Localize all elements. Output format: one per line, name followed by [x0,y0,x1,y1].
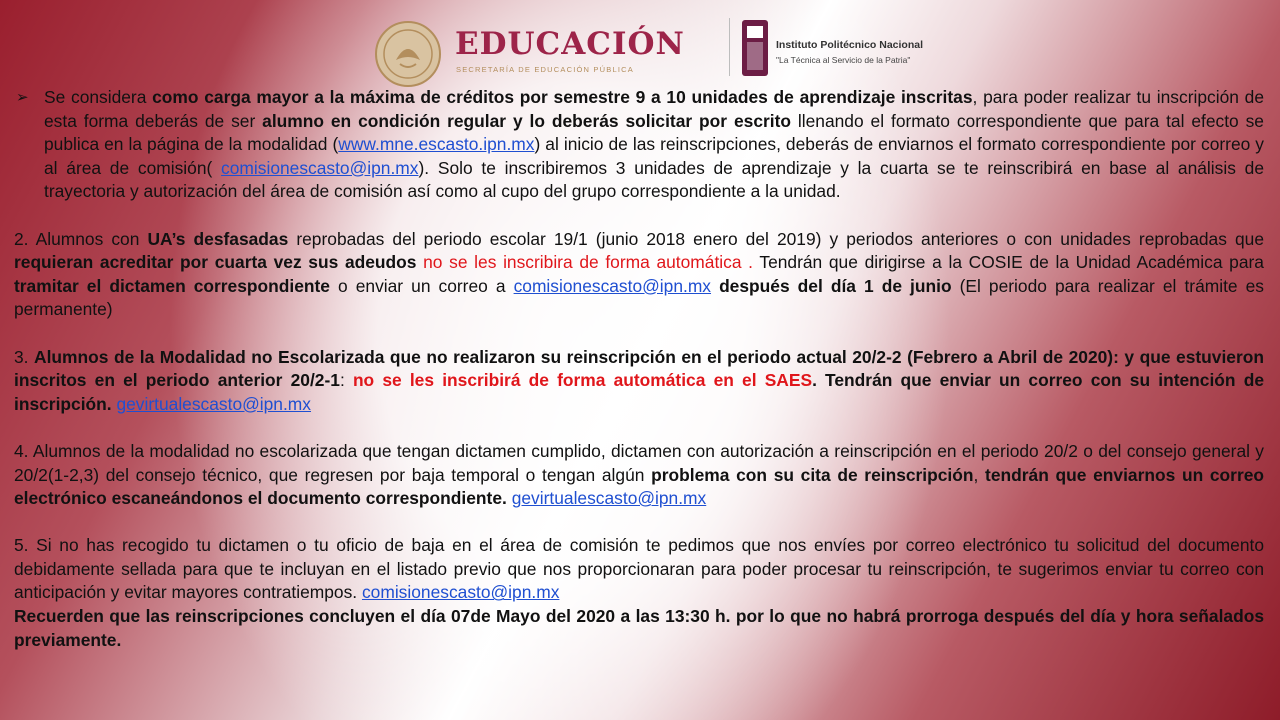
ipn-motto: "La Técnica al Servicio de la Patria" [776,55,911,65]
ipn-name: Instituto Politécnico Nacional [776,39,924,51]
spacer [14,204,1264,228]
comision-email-link[interactable]: comisionescasto@ipn.mx [221,157,419,178]
gevirtual-email-link[interactable]: gevirtualescasto@ipn.mx [116,393,311,414]
header-divider [729,18,730,76]
education-title: EDUCACIÓN [455,26,685,62]
header-logos [0,14,1280,80]
bullet-paragraph-carga-mayor: ➢ Se considera como carga mayor a la máxima de créditos por semestre 9 a 10 unidades de aprendizaje inscritas, para poder realizar tu inscripción de esta forma deberás de ser alumno en condición regular y lo deberás solicitar por escrito llenando el formato correspondiente que para tal efecto se publica en la página de la modalidad (www.mne.escasto.ipn.mx) al inicio de las reinscripciones, deberás de enviarnos el formato correspondiente por correo y al área de comisión( comisionescasto@ipn.mx). Solo te inscribiremos 3 unidades de aprendizaje y la cuarta se te reinscribirá en base al análisis de trayectoria y autorización del área de comisión así como al cupo del grupo correspondiente a la unidad. [16,87,1265,202]
education-subtitle: SECRETARÍA DE EDUCACIÓN PÚBLICA [456,65,634,74]
comision-email-link[interactable]: comisionescasto@ipn.mx [513,275,712,296]
spacer [14,322,1264,346]
paragraph-2-ua-desfasadas: 2. Alumnos con UA’s desfasadas reprobadas del periodo escolar 19/1 (junio 2018 enero del 2019) y periodos anteriores o con unidades reprobadas que requieran acreditar por cuarta vez sus adeudos no se les inscribira de forma automática . Tendrán que dirigirse a la COSIE de la Unidad Académica para tramitar el dictamen correspondiente o enviar un correo a comisionescasto@ipn.mx después del día 1 de junio (El periodo para realizar el trámite es permanente) [14,228,1265,320]
comision-email-link[interactable]: comisionescasto@ipn.mx [361,582,560,603]
arrow-bullet-icon: ➢ [16,89,29,106]
mexico-eagle-seal-icon [374,20,442,88]
paragraph-4-dictamen: 4. Alumnos de la modalidad no escolarizada que tengan dictamen cumplido, dictamen con autorización a reinscripción en el periodo 20/2 o del consejo general y 20/2(1-2,3) del consejo técnico, que regresen por baja temporal o tengan algún problema con su cita de reinscripción, tendrán que enviarnos un correo electrónico escaneándonos el documento correspondiente. gevirtualescasto@ipn.mx [14,440,1265,509]
announcement-body [14,86,1264,652]
closing-reminder: Recuerden que las reinscripciones concluyen el día 07de Mayo del 2020 a las 13:30 h. por lo que no habrá prorroga después del día y hora señalados previamente. [14,606,1264,650]
spacer [14,511,1264,535]
gevirtual-email-link[interactable]: gevirtualescasto@ipn.mx [511,488,707,509]
spacer [14,416,1264,440]
paragraph-5-baja: 5. Si no has recogido tu dictamen o tu oficio de baja en el área de comisión te pedimos que nos envíes por correo electrónico tu solicitud del documento debidamente sellada para que te incluyan en el listado previo que nos proporcionaran para poder procesar tu reinscripción, te sugerimos enviar tu correo con anticipación y evitar mayores contratiempos. comisionescasto@ipn.mx Recuerden que las reinscripciones concluyen el día 07de Mayo del 2020 a las 13:30 h. por lo que no habrá prorroga después del día y hora señalados previamente. [14,535,1264,650]
ipn-logo-icon [740,18,770,78]
mne-website-link[interactable]: www.mne.escasto.ipn.mx [338,134,535,155]
paragraph-3-no-reinscripcion: 3. Alumnos de la Modalidad no Escolarizada que no realizaron su reinscripción en el periodo actual 20/2-2 (Febrero a Abril de 2020): y que estuvieron inscritos en el periodo anterior 20/2-1: no se les inscribirá de forma automática en el SAES. Tendrán que enviar un correo con su intención de inscripción. gevirtualescasto@ipn.mx [14,346,1265,414]
